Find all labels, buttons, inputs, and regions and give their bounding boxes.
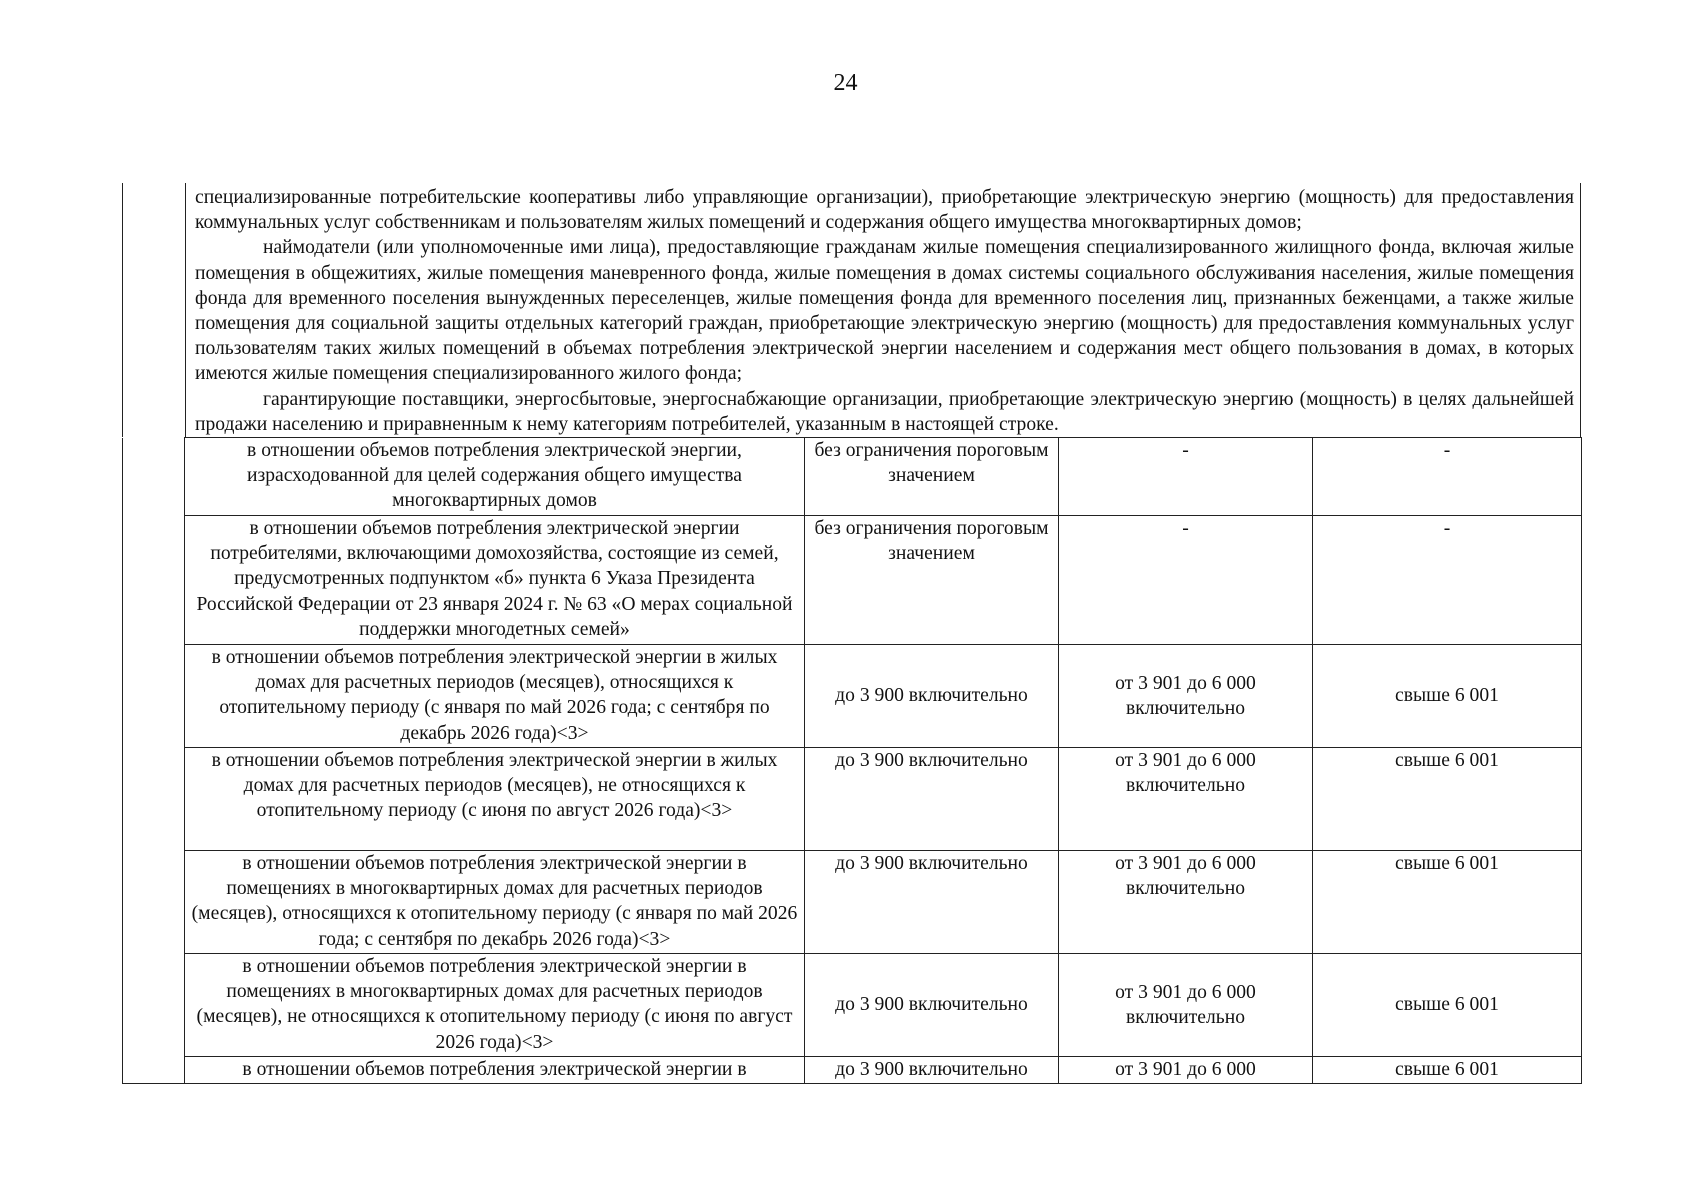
table-row bbox=[123, 851, 1582, 954]
threshold-first-cell: до 3 900 включительно bbox=[805, 954, 1059, 1057]
row-number-cell bbox=[123, 748, 185, 851]
intro-paragraph: наймодатели (или уполномоченные ими лица), предоставляющие гражданам жилые помещения специализированного жилищного фонда, включая жилые помещения в общежитиях, жилые помещения маневренного фонда, жилые помещения в домах системы социального обслуживания населения, жилые помещения фонда для временного поселения вынужденных переселенцев, жилые помещения фонда для временного поселения лиц, признанных беженцами, а также жилые помещения для социальной защиты отдельных категорий граждан, приобретающие электрическую энергию (мощность) для предоставления коммунальных услуг пользователям таких жилых помещений в объемах потребления электрической энергии населением и содержания мест общего пользования в домах, в которых имеются жилые помещения специализированного жилого фонда; bbox=[195, 237, 1574, 385]
threshold-first-cell: до 3 900 включительно bbox=[805, 748, 1059, 851]
description-cell: в отношении объемов потребления электрической энергии потребителями, включающими домохозяйства, состоящие из семей, предусмотренных подпунктом «б» пункта 6 Указа Президента Российской Федерации от 23 января 2024 г. № 63 «О мерах социальной поддержки многодетных семей» bbox=[185, 516, 805, 645]
table-row bbox=[123, 954, 1582, 1057]
threshold-second-cell: от 3 901 до 6 000 включительно bbox=[1059, 851, 1313, 954]
row-number-cell bbox=[123, 645, 185, 748]
description-cell: в отношении объемов потребления электрической энергии в bbox=[185, 1057, 805, 1084]
threshold-second-cell: от 3 901 до 6 000 включительно bbox=[1059, 645, 1313, 748]
threshold-third-cell: свыше 6 001 bbox=[1313, 645, 1582, 748]
threshold-second-cell: - bbox=[1059, 516, 1313, 645]
row-number-cell bbox=[123, 851, 185, 954]
page-number: 24 bbox=[833, 70, 858, 96]
row-number-cell bbox=[123, 1057, 185, 1084]
row-number-cell bbox=[122, 183, 185, 437]
threshold-first-cell: без ограничения пороговым значением bbox=[805, 438, 1059, 516]
table-row bbox=[123, 748, 1582, 851]
volume-thresholds-table bbox=[122, 437, 1582, 1084]
intro-paragraph: гарантирующие поставщики, энергосбытовые, энергоснабжающие организации, приобретающие электрическую энергию (мощность) в целях дальнейшей продажи населению и приравненным к нему категориям потребителей, указанным в настоящей строке. bbox=[195, 388, 1574, 435]
table-row bbox=[123, 438, 1582, 516]
threshold-first-cell: до 3 900 включительно bbox=[805, 645, 1059, 748]
intro-row bbox=[122, 183, 1581, 437]
description-cell: в отношении объемов потребления электрической энергии, израсходованной для целей содержания общего имущества многоквартирных домов bbox=[185, 438, 805, 516]
threshold-first-cell: до 3 900 включительно bbox=[805, 851, 1059, 954]
row-number-cell bbox=[123, 438, 185, 516]
description-cell: в отношении объемов потребления электрической энергии в помещениях в многоквартирных домах для расчетных периодов (месяцев), не относящихся к отопительному периоду (с июня по август 2026 года)<3> bbox=[185, 954, 805, 1057]
row-number-cell bbox=[123, 516, 185, 645]
threshold-third-cell: свыше 6 001 bbox=[1313, 851, 1582, 954]
description-cell: в отношении объемов потребления электрической энергии в жилых домах для расчетных периодов (месяцев), не относящихся к отопительному периоду (с июня по август 2026 года)<3> bbox=[185, 748, 805, 851]
threshold-third-cell: - bbox=[1313, 516, 1582, 645]
threshold-first-cell: без ограничения пороговым значением bbox=[805, 516, 1059, 645]
table-row bbox=[123, 645, 1582, 748]
threshold-second-cell: от 3 901 до 6 000 включительно bbox=[1059, 954, 1313, 1057]
threshold-second-cell: - bbox=[1059, 438, 1313, 516]
threshold-third-cell: свыше 6 001 bbox=[1313, 748, 1582, 851]
table-row bbox=[123, 1057, 1582, 1084]
threshold-second-cell: от 3 901 до 6 000 включительно bbox=[1059, 748, 1313, 851]
threshold-second-cell: от 3 901 до 6 000 bbox=[1059, 1057, 1313, 1084]
table-row bbox=[123, 516, 1582, 645]
threshold-first-cell: до 3 900 включительно bbox=[805, 1057, 1059, 1084]
description-cell: в отношении объемов потребления электрической энергии в жилых домах для расчетных периодов (месяцев), относящихся к отопительному периоду (с января по май 2026 года; с сентября по декабрь 2026 года)<3> bbox=[185, 645, 805, 748]
threshold-third-cell: свыше 6 001 bbox=[1313, 1057, 1582, 1084]
description-cell: в отношении объемов потребления электрической энергии в помещениях в многоквартирных домах для расчетных периодов (месяцев), относящихся к отопительному периоду (с января по май 2026 года; с сентября по декабрь 2026 года)<3> bbox=[185, 851, 805, 954]
threshold-third-cell: свыше 6 001 bbox=[1313, 954, 1582, 1057]
intro-paragraph: специализированные потребительские кооперативы либо управляющие организации), приобретающие электрическую энергию (мощность) для предоставления коммунальных услуг собственникам и пользователям жилых помещений и содержания общего имущества многоквартирных домов; bbox=[195, 187, 1574, 234]
threshold-third-cell: - bbox=[1313, 438, 1582, 516]
tariff-table bbox=[122, 183, 1581, 1084]
row-number-cell bbox=[123, 954, 185, 1057]
consumer-categories-text bbox=[185, 183, 1581, 437]
